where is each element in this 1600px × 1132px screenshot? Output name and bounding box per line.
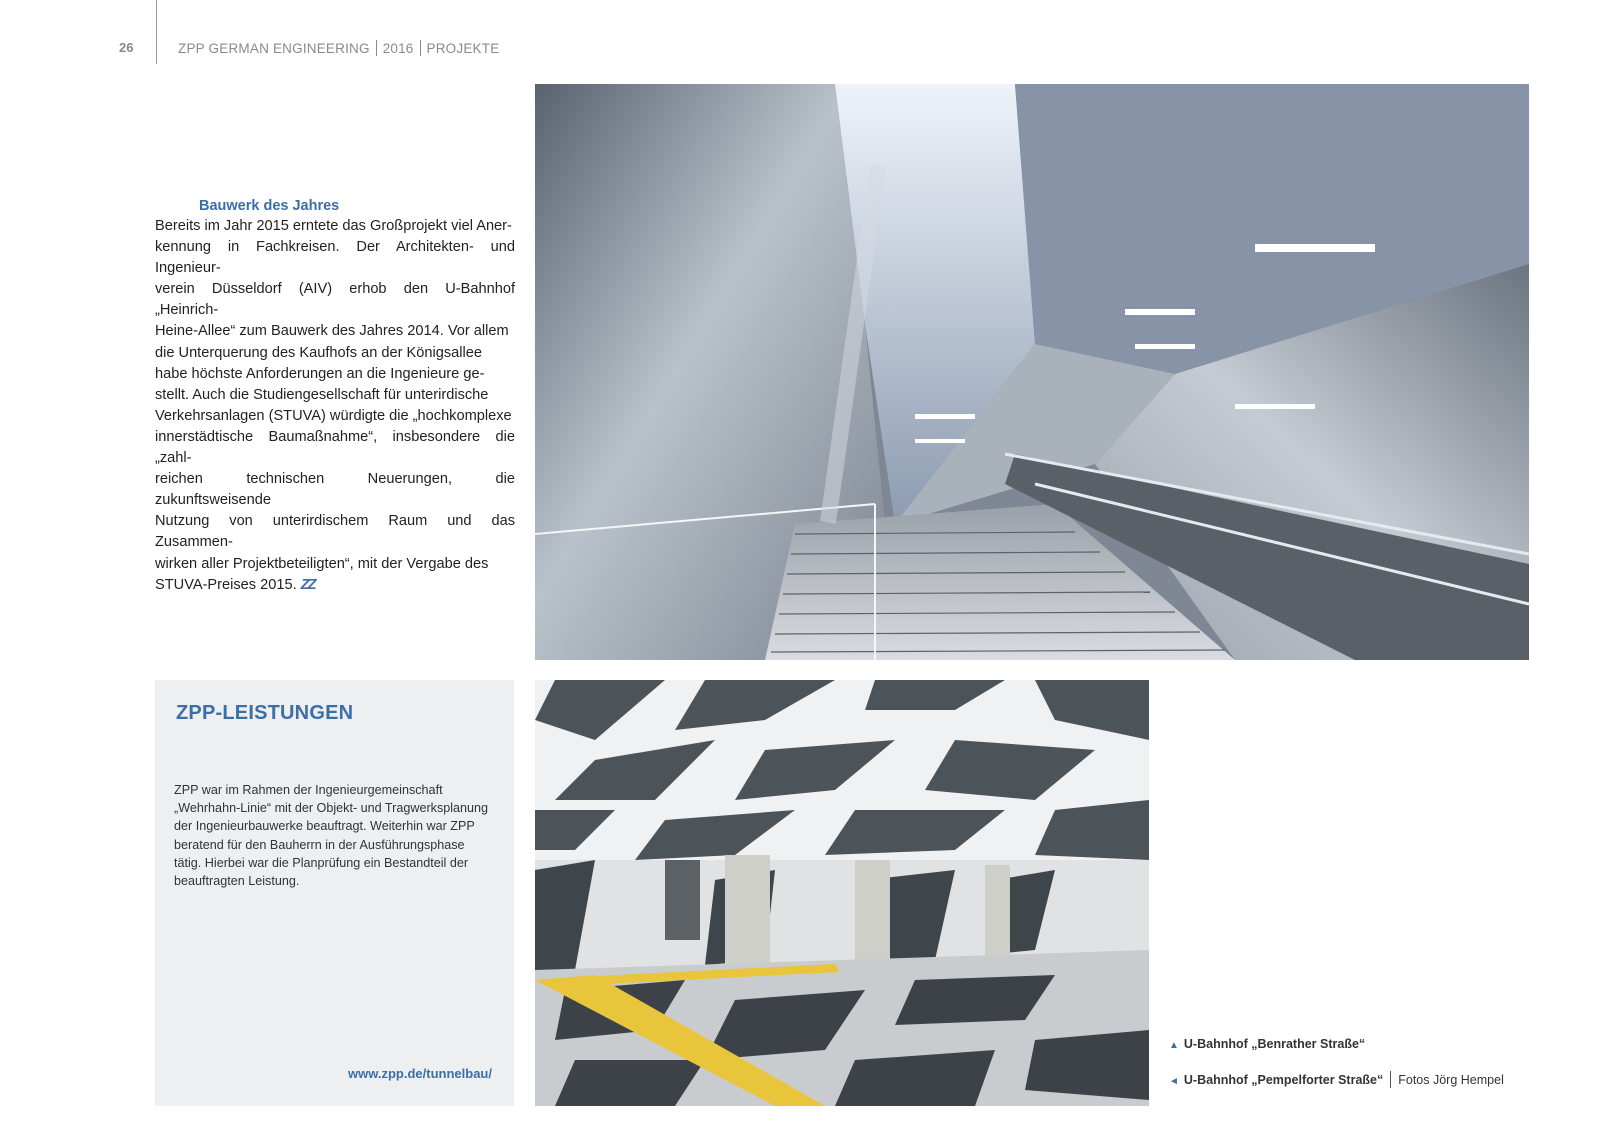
publication-title: ZPP GERMAN ENGINEERING	[178, 41, 370, 56]
article-line: innerstädtische Baumaßnahme“, insbesondere die „zahl-	[155, 428, 515, 467]
article-heading: Bauwerk des Jahres	[199, 198, 340, 214]
photo-station-pattern	[535, 680, 1149, 1106]
article-line: kennung in Fachkreisen. Der Architekten- und Ingenieur-	[155, 239, 515, 277]
services-line: „Wehrhahn-Linie“ mit der Objekt- und Tragwerksplanung	[174, 801, 489, 816]
article-line: Heine-Allee“ zum Bauwerk des Jahres 2014. Vor allem	[155, 323, 509, 340]
article-line: verein Düsseldorf (AIV) erhob den U-Bahnhof „Heinrich-	[155, 281, 515, 319]
section-name: PROJEKTE	[426, 41, 500, 56]
header-separator	[376, 40, 377, 56]
article-body	[155, 216, 515, 596]
triangle-left-icon: ◄	[1169, 1076, 1179, 1087]
end-mark-icon: ZZ	[300, 576, 315, 593]
station-escalator-image	[535, 84, 1529, 660]
services-line: beratend für den Bauherrn in der Ausführungsphase	[174, 837, 465, 852]
services-title: ZPP-LEISTUNGEN	[176, 702, 354, 724]
caption-separator	[1390, 1071, 1391, 1088]
caption-text: U-Bahnhof „Pempelforter Straße“	[1183, 1073, 1384, 1087]
caption-benrather	[1169, 1037, 1365, 1051]
station-pattern-image	[535, 680, 1149, 1106]
article-line: reichen technischen Neuerungen, die zukunftsweisende	[155, 471, 515, 509]
publication-year: 2016	[382, 41, 414, 56]
photo-station-escalators	[535, 84, 1529, 660]
article-line: Bereits im Jahr 2015 erntete das Großprojekt viel Aner-	[155, 218, 512, 234]
triangle-up-icon: ▲	[1169, 1040, 1179, 1051]
article-line: Verkehrsanlagen (STUVA) würdigte die „hochkomplexe	[155, 407, 512, 424]
article-column	[155, 198, 515, 596]
services-line: ZPP war im Rahmen der Ingenieurgemeinschaft	[174, 783, 443, 797]
caption-text: U-Bahnhof „Benrather Straße“	[1183, 1037, 1366, 1051]
photo-credit: Fotos Jörg Hempel	[1398, 1073, 1504, 1087]
article-line: STUVA-Preises 2015.	[155, 576, 297, 593]
article-line: Nutzung von unterirdischem Raum und das Zusammen-	[155, 513, 515, 551]
header-separator	[420, 40, 421, 56]
article-line: stellt. Auch die Studiengesellschaft für unterirdische	[155, 386, 489, 403]
services-line: der Ingenieurbauwerke beauftragt. Weiterhin war ZPP	[174, 819, 475, 834]
article-line: wirken aller Projektbeteiligten“, mit der Vergabe des	[155, 555, 489, 572]
services-line: tätig. Hierbei war die Planprüfung ein Bestandteil der	[174, 855, 469, 870]
article-line: habe höchste Anforderungen an die Ingenieure ge-	[155, 365, 485, 382]
caption-pempelforter	[1169, 1071, 1504, 1088]
header-divider	[156, 0, 157, 64]
services-text	[174, 781, 494, 890]
tunnelbau-link[interactable]: www.zpp.de/tunnelbau/	[348, 1066, 492, 1081]
services-box	[155, 680, 514, 1106]
services-line: beauftragten Leistung.	[174, 874, 300, 889]
page-number: 26	[119, 40, 134, 55]
running-header	[178, 40, 499, 56]
article-line: die Unterquerung des Kaufhofs an der Königsallee	[155, 344, 482, 361]
